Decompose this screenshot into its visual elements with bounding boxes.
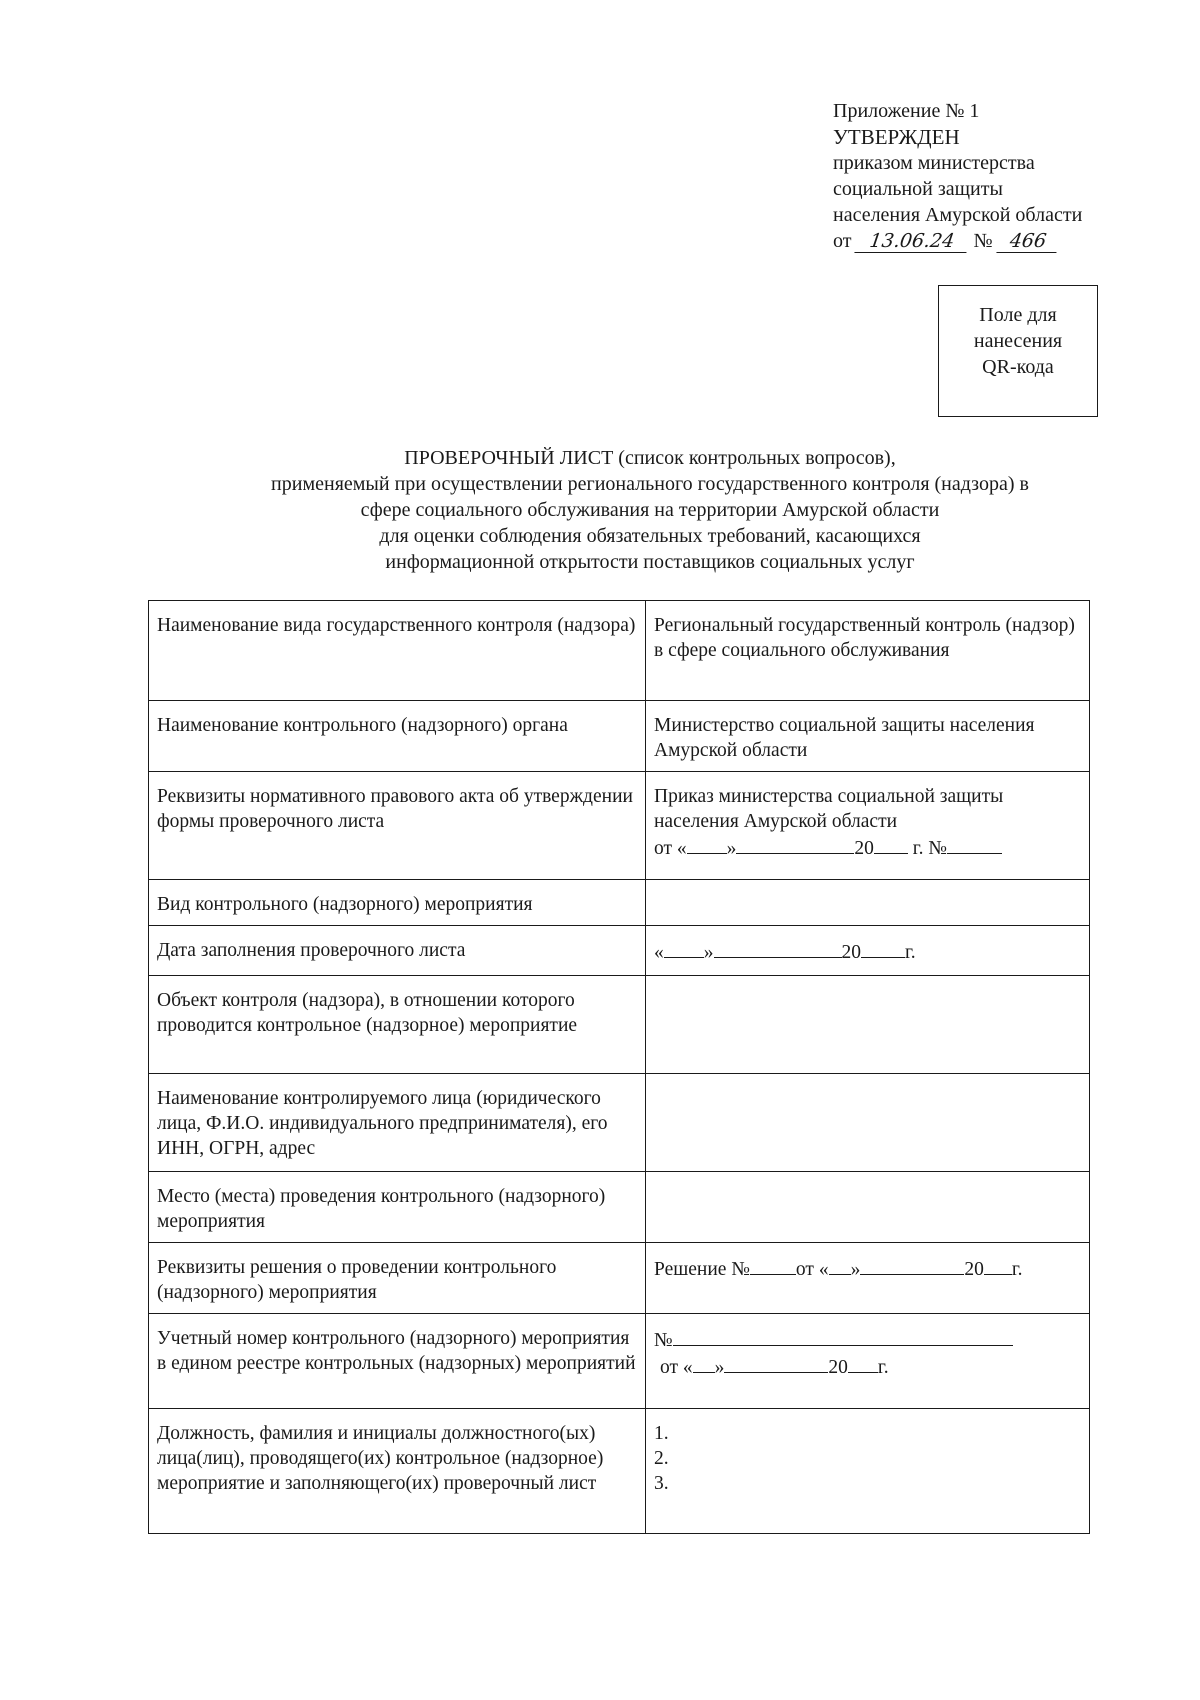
act-date-line (654, 834, 1081, 861)
quote-close: » (714, 1357, 725, 1378)
document-title (180, 445, 1120, 575)
table-row (149, 1243, 1090, 1314)
approval-date-number-line (833, 228, 1163, 254)
quote-close: » (703, 942, 714, 963)
officials-item-3[interactable]: 3. (654, 1473, 669, 1494)
act-quote-close: » (726, 838, 737, 859)
year-suffix: г. (1011, 1259, 1023, 1280)
officials-item-2[interactable]: 2. (654, 1448, 669, 1469)
row-label: Наименование вида государственного контроля (надзора) (149, 601, 646, 701)
registry-number-blank[interactable] (673, 1326, 1013, 1346)
row-value: Региональный государственный контроль (надзор) в сфере социального обслуживания (646, 601, 1090, 701)
decision-number-blank[interactable] (750, 1255, 796, 1275)
act-value: Приказ министерства социальной защиты населения Амурской области (654, 786, 1004, 832)
row-value-empty[interactable] (646, 976, 1090, 1074)
table-row (149, 1314, 1090, 1409)
row-label: Реквизиты решения о проведении контрольного (надзорного) мероприятия (149, 1243, 646, 1314)
qr-box-line-3: QR-кода (982, 356, 1054, 378)
row-label: Дата заполнения проверочного листа (149, 926, 646, 976)
decision-value (646, 1243, 1090, 1314)
row-label: Наименование контрольного (надзорного) органа (149, 701, 646, 772)
act-from: от (654, 838, 673, 859)
approval-order-line: приказом министерства (833, 152, 1035, 174)
day-blank[interactable] (829, 1255, 851, 1275)
quote-open: « (818, 1259, 829, 1280)
year-prefix: 20 (828, 1357, 848, 1378)
registry-number-line (654, 1326, 1081, 1353)
table-row (149, 1409, 1090, 1534)
handwritten-order-number: 466 (996, 230, 1059, 253)
decision-from: от (795, 1259, 814, 1280)
act-quote-open: « (676, 838, 687, 859)
act-year: 20 (854, 838, 874, 859)
month-blank[interactable] (860, 1255, 964, 1275)
year-prefix: 20 (964, 1259, 984, 1280)
handwritten-order-date: 13.06.24 (855, 230, 970, 253)
fill-date-value (646, 926, 1090, 976)
qr-code-field (938, 285, 1098, 417)
row-label: Вид контрольного (надзорного) мероприятия (149, 880, 646, 926)
row-label: Место (места) проведения контрольного (надзорного) мероприятия (149, 1172, 646, 1243)
table-row (149, 976, 1090, 1074)
row-value: Министерство социальной защиты населения Амурской области (646, 701, 1090, 772)
appendix-number: Приложение № 1 (833, 100, 980, 122)
month-blank[interactable] (724, 1353, 828, 1373)
quote-close: » (850, 1259, 861, 1280)
row-label: Должность, фамилия и инициалы должностного(ых) лица(лиц), проводящего(их) контрольное (надзорное) мероприятие и заполняющего(их) проверочный лист (149, 1409, 646, 1534)
quote-open: « (654, 942, 664, 963)
table-row (149, 701, 1090, 772)
day-blank[interactable] (664, 938, 704, 958)
row-label: Наименование контролируемого лица (юридического лица, Ф.И.О. индивидуального предпринимателя), его ИНН, ОГРН, адрес (149, 1074, 646, 1172)
row-value-empty[interactable] (646, 1074, 1090, 1172)
decision-number-prefix: Решение № (654, 1259, 750, 1280)
table-row (149, 880, 1090, 926)
registry-from: от (660, 1357, 679, 1378)
row-label: Учетный номер контрольного (надзорного) мероприятия в едином реестре контрольных (надзорных) мероприятий (149, 1314, 646, 1409)
act-number-blank[interactable] (947, 834, 1002, 854)
table-row (149, 926, 1090, 976)
year-blank[interactable] (984, 1255, 1012, 1275)
approval-block (833, 98, 1163, 254)
title-line-3: сфере социального обслуживания на территории Амурской области (360, 499, 940, 521)
checklist-form-table (148, 600, 1090, 1534)
approval-region-line: населения Амурской области (833, 204, 1083, 226)
title-line-5: информационной открытости поставщиков социальных услуг (385, 551, 915, 573)
row-label: Объект контроля (надзора), в отношении которого проводится контрольное (надзорное) мероприятие (149, 976, 646, 1074)
title-line-4: для оценки соблюдения обязательных требований, касающихся (379, 525, 921, 547)
date-prefix: от (833, 230, 852, 252)
qr-box-line-1: Поле для (979, 304, 1057, 326)
day-blank[interactable] (693, 1353, 715, 1373)
act-month-blank[interactable] (736, 834, 854, 854)
table-row (149, 1172, 1090, 1243)
quote-open: « (682, 1357, 693, 1378)
year-prefix: 20 (841, 942, 861, 963)
registry-date-line (654, 1353, 1081, 1380)
row-value-empty[interactable] (646, 1172, 1090, 1243)
officials-item-1[interactable]: 1. (654, 1423, 669, 1444)
table-row (149, 772, 1090, 880)
title-line-2: применяемый при осуществлении регионального государственного контроля (надзора) в (271, 473, 1029, 495)
month-blank[interactable] (714, 938, 842, 958)
row-value-empty[interactable] (646, 880, 1090, 926)
row-label: Реквизиты нормативного правового акта об утверждении формы проверочного листа (149, 772, 646, 880)
year-suffix: г. (877, 1357, 889, 1378)
approval-ministry-line: социальной защиты (833, 178, 1003, 200)
officials-list (646, 1409, 1090, 1534)
act-year-blank[interactable] (874, 834, 908, 854)
year-blank[interactable] (861, 938, 905, 958)
registry-number-prefix: № (654, 1330, 673, 1351)
number-prefix: № (973, 230, 993, 252)
row-value-act (646, 772, 1090, 880)
act-year-suffix: г. № (912, 838, 947, 859)
act-day-blank[interactable] (687, 834, 727, 854)
table-row (149, 1074, 1090, 1172)
registry-value (646, 1314, 1090, 1409)
title-line-1: ПРОВЕРОЧНЫЙ ЛИСТ (список контрольных вопросов), (404, 447, 896, 469)
year-suffix: г. (905, 942, 916, 963)
qr-box-line-2: нанесения (973, 330, 1063, 352)
approved-label: УТВЕРЖДЕН (833, 125, 960, 149)
table-row (149, 601, 1090, 701)
year-blank[interactable] (848, 1353, 878, 1373)
